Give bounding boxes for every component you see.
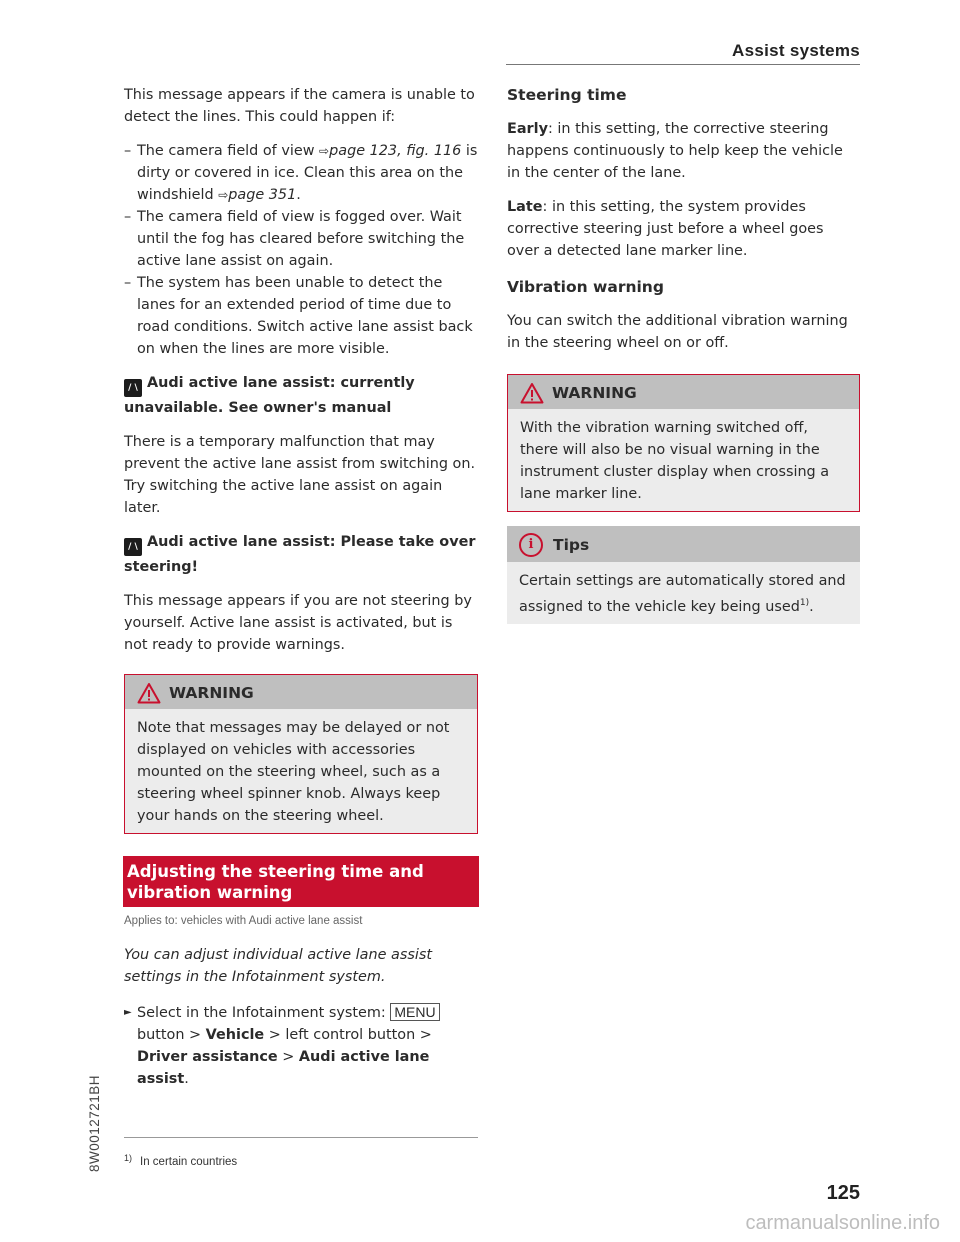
menu-key-label: MENU: [390, 1003, 439, 1021]
arrow-ref-icon: ⇨: [218, 188, 229, 202]
step-triangle-icon: ►: [124, 1007, 132, 1018]
warning-text: Note that messages may be delayed or not displayed on vehicles with accessories mounted on the steering wheel, such as a steering wheel spinner knob. Always keep your hands on the steering wheel.: [137, 720, 450, 824]
camera-intro: This message appears if the camera is unable to detect the lines. This could happen if:: [124, 87, 475, 125]
section-heading: Adjusting the steering time and vibration warning: [123, 856, 479, 907]
header-rule: [506, 64, 860, 65]
list-item: – The camera field of view ⇨page 123, fig. 116 is dirty or covered in ice. Clean this area on the windshield ⇨page 351.: [124, 143, 478, 203]
camera-conditions-list: [124, 140, 478, 360]
warning-text: With the vibration warning switched off, there will also be no visual warning in the instrument cluster display when crossing a lane marker line.: [520, 420, 830, 502]
lane-assist-icon: / \: [124, 538, 142, 556]
late-paragraph: Late: in this setting, the system provides corrective steering just before a wheel goes over a detected lane marker line.: [507, 199, 824, 259]
right-column: [507, 84, 860, 638]
early-paragraph: Early: in this setting, the corrective steering happens continuously to help keep the vehicle in the center of the lane.: [507, 121, 843, 181]
page-reference-link[interactable]: page 123, fig. 116: [329, 143, 462, 159]
list-item: – The system has been unable to detect the lanes for an extended period of time due to road conditions. Switch active lane assist back on when the lines are more visible.: [124, 275, 473, 357]
footnote-rule: [124, 1137, 478, 1138]
info-icon: i: [519, 533, 543, 557]
warning-triangle-icon: [520, 382, 544, 404]
footnote-marker: 1): [799, 598, 810, 608]
applies-to-note: Applies to: vehicles with Audi active lane assist: [124, 915, 363, 927]
steering-time-heading: Steering time: [507, 86, 627, 104]
message-title-take-over: / \ Audi active lane assist: Please take over steering!: [124, 534, 476, 575]
tips-text: Certain settings are automatically stored and assigned to the vehicle key being used$^{1)}$.: [519, 573, 846, 615]
instruction-step: ► Select in the Infotainment system: MENU button > Vehicle > left control button > Driver assistance > Audi active lane assist.: [124, 1002, 478, 1090]
vibration-paragraph: You can switch the additional vibration warning in the steering wheel on or off.: [507, 313, 848, 351]
message-title-unavailable: / \ Audi active lane assist: currently unavailable. See owner's manual: [124, 375, 415, 416]
message-text-unavailable: There is a temporary malfunction that may prevent the active lane assist from switching on. Try switching the active lane assist on again later.: [124, 434, 476, 516]
arrow-ref-icon: ⇨: [319, 144, 330, 158]
lane-assist-icon: / \: [124, 379, 142, 397]
left-column: [124, 84, 478, 1090]
warning-heading: WARNING: [125, 675, 477, 709]
running-header: Assist systems: [732, 41, 860, 60]
warning-triangle-icon: [137, 682, 161, 704]
footnote: $^{1)}$ In certain countries: [124, 1153, 238, 1168]
document-code: 8W0012721BH: [87, 1074, 102, 1172]
list-item: – The camera field of view is fogged over. Wait until the fog has cleared before switching the active lane assist on again.: [124, 209, 465, 269]
warning-box: [124, 674, 478, 834]
tips-heading: i Tips: [507, 526, 860, 562]
page-number: 125: [826, 1182, 860, 1204]
watermark: carmanualsonline.info: [745, 1212, 940, 1234]
warning-heading: WARNING: [508, 375, 859, 409]
section-intro: You can adjust individual active lane assist settings in the Infotainment system.: [124, 947, 432, 985]
vibration-warning-heading: Vibration warning: [507, 278, 664, 296]
warning-box: [507, 374, 860, 512]
page-reference-link[interactable]: page 351: [228, 187, 297, 203]
tips-box: [507, 526, 860, 624]
message-text-take-over: This message appears if you are not steering by yourself. Active lane assist is activated, but is not ready to provide warnings.: [124, 593, 472, 653]
